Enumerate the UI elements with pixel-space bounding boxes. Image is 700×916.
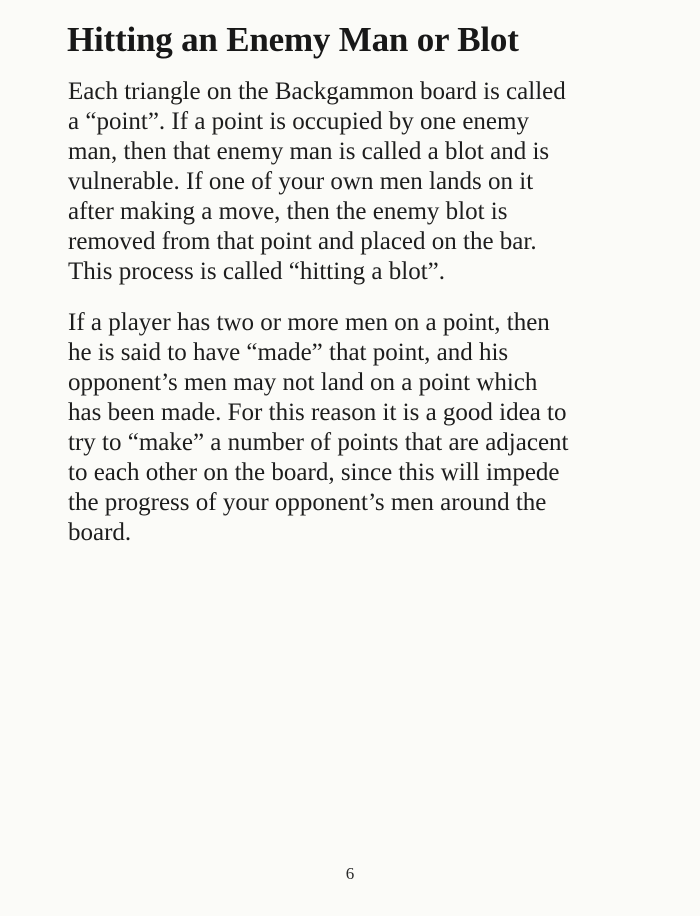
text-line: a “point”. If a point is occupied by one enemy — [68, 108, 529, 135]
text-line: This process is called “hitting a blot”. — [68, 258, 445, 285]
text-line: after making a move, then the enemy blot is — [68, 198, 508, 225]
text-line: he is said to have “made” that point, and his — [68, 339, 509, 366]
paragraph-hitting-a-blot — [68, 77, 566, 287]
text-line: opponent’s men may not land on a point which — [68, 369, 538, 396]
text-line: to each other on the board, since this will impede — [68, 459, 560, 486]
page-number: 6 — [345, 864, 355, 883]
text-line: vulnerable. If one of your own men lands on it — [68, 168, 534, 195]
text-line: board. — [68, 519, 132, 546]
text-line: Each triangle on the Backgammon board is called — [68, 78, 566, 105]
section-heading: Hitting an Enemy Man or Blot — [67, 20, 519, 59]
paragraph-making-a-point — [68, 308, 569, 548]
text-line: the progress of your opponent’s men around the — [68, 489, 547, 516]
text-line: man, then that enemy man is called a blot and is — [68, 138, 550, 165]
text-line: If a player has two or more men on a point, then — [68, 309, 550, 336]
text-line: has been made. For this reason it is a good idea to — [68, 399, 567, 426]
text-line: try to “make” a number of points that are adjacent — [68, 429, 569, 456]
text-line: removed from that point and placed on the bar. — [68, 228, 537, 255]
